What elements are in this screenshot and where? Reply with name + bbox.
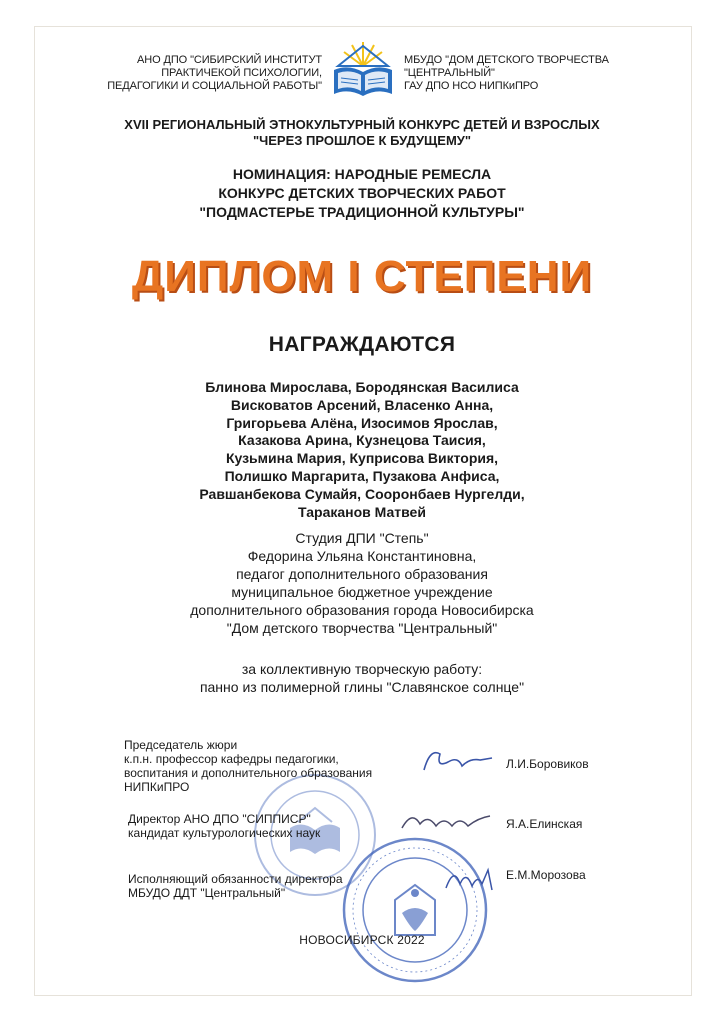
reason-line: за коллективную творческую работу: <box>241 661 483 677</box>
names-line: Тараканов Матвей <box>298 503 426 520</box>
names-line: Казакова Арина, Кузнецова Таисия, <box>238 432 486 449</box>
competition-line: "ЧЕРЕЗ ПРОШЛОЕ К БУДУЩЕМУ" <box>252 133 472 148</box>
org-right-line: "ЦЕНТРАЛЬНЫЙ" <box>404 67 495 79</box>
round-seal-icon <box>340 835 490 985</box>
names-line: Равшанбекова Сумайя, Сооронбаев Нургелди, <box>199 485 525 502</box>
signature-name-acting-director: Е.М.Морозова <box>506 868 586 882</box>
footer-city-year: НОВОСИБИРСК 2022 <box>299 933 425 947</box>
header <box>0 34 724 104</box>
org-left-line: ПЕДАГОГИКИ И СОЦИАЛЬНОЙ РАБОТЫ" <box>107 80 322 92</box>
signature-role-line: МБУДО ДДТ "Центральный" <box>128 886 286 900</box>
names-line: Висковатов Арсений, Власенко Анна, <box>230 396 494 413</box>
studio-line: педагог дополнительного образования <box>236 566 488 582</box>
nomination <box>0 165 724 222</box>
reason-line: панно из полимерной глины "Славянское солнце" <box>199 679 525 695</box>
org-left-line: ПРАКТИЧЕКОЙ ПСИХОЛОГИИ, <box>161 67 322 79</box>
awardee-names <box>0 379 724 521</box>
signature-elinskaya-icon <box>398 802 494 842</box>
awarded-heading: НАГРАЖДАЮТСЯ <box>268 333 456 356</box>
studio-line: дополнительного образования города Новосибирска <box>190 602 534 618</box>
org-right-line: МБУДО "ДОМ ДЕТСКОГО ТВОРЧЕСТВА <box>404 54 609 66</box>
org-left-line: АНО ДПО "СИБИРСКИЙ ИНСТИТУТ <box>137 54 322 66</box>
names-line: Полишко Маргарита, Пузакова Анфиса, <box>224 467 500 484</box>
competition-title <box>0 117 724 149</box>
studio-line: "Дом детского творчества "Центральный" <box>226 620 498 636</box>
org-right <box>404 54 644 93</box>
diploma-title: ДИПЛОМ I СТЕПЕНИ <box>131 252 593 301</box>
studio-line: Студия ДПИ "Степь" <box>295 530 429 546</box>
signature-role-line: воспитания и дополнительного образования <box>124 766 373 780</box>
nomination-line: "ПОДМАСТЕРЬЕ ТРАДИЦИОННОЙ КУЛЬТУРЫ" <box>199 204 525 220</box>
studio-line: Федорина Ульяна Константиновна, <box>247 548 477 564</box>
signature-role-line: Председатель жюри <box>124 738 238 752</box>
studio-line: муниципальное бюджетное учреждение <box>231 584 493 600</box>
signature-role-line: Исполняющий обязанности директора <box>128 872 343 886</box>
signature-block-director <box>128 812 320 840</box>
names-line: Кузьмина Мария, Куприсова Виктория, <box>225 450 499 467</box>
signature-role-line: к.п.н. профессор кафедры педагогики, <box>124 752 339 766</box>
signature-block-acting-director <box>128 872 343 900</box>
signature-borovikov-icon <box>418 740 498 780</box>
competition-line: XVII РЕГИОНАЛЬНЫЙ ЭТНОКУЛЬТУРНЫЙ КОНКУРС ДЕТЕЙ И ВЗРОСЛЫХ <box>124 117 600 132</box>
signature-block-chair <box>124 738 372 794</box>
book-sun-logo-icon <box>328 36 398 102</box>
studio-info <box>0 529 724 637</box>
signature-name-chair: Л.И.Боровиков <box>506 757 589 771</box>
names-line: Блинова Мирослава, Бородянская Василиса <box>205 379 519 395</box>
award-reason <box>0 660 724 696</box>
signature-morozova-icon <box>440 860 500 900</box>
nomination-line: НОМИНАЦИЯ: НАРОДНЫЕ РЕМЕСЛА <box>232 166 492 182</box>
names-line: Григорьева Алёна, Изосимов Ярослав, <box>226 414 498 431</box>
signature-role-line: Директор АНО ДПО "СИППИСР" <box>128 812 311 826</box>
org-left <box>82 54 322 93</box>
nomination-line: КОНКУРС ДЕТСКИХ ТВОРЧЕСКИХ РАБОТ <box>218 185 506 201</box>
signature-role-line: НИПКиПРО <box>124 780 190 794</box>
signature-name-director: Я.А.Елинская <box>506 817 583 831</box>
org-right-line: ГАУ ДПО НСО НИПКиПРО <box>404 80 539 92</box>
signature-role-line: кандидат культурологических наук <box>128 826 321 840</box>
